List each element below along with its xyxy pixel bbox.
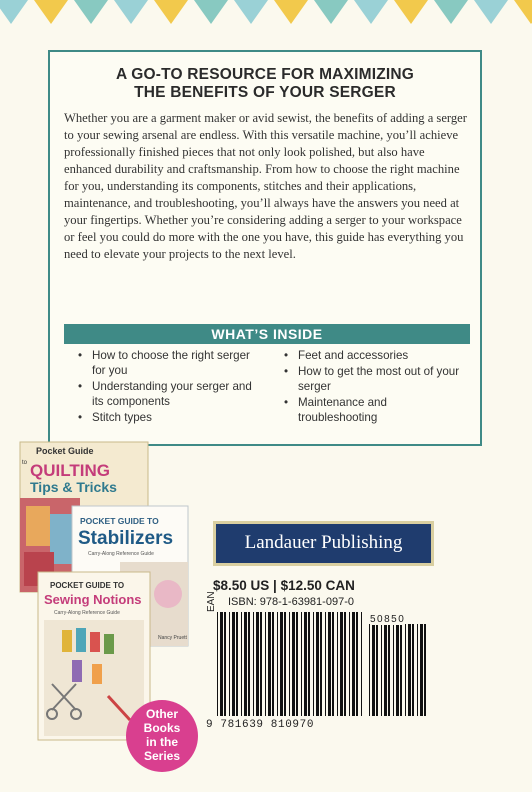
list-item: • Stitch types xyxy=(78,411,152,424)
bunting-flag xyxy=(154,0,188,24)
barcode-bar xyxy=(244,612,247,716)
svg-text:Nancy Pruett: Nancy Pruett xyxy=(158,635,187,641)
addon-digits: 50850 xyxy=(370,614,406,625)
barcode-bar xyxy=(316,612,319,716)
bunting-flag xyxy=(194,0,228,24)
barcode-bar xyxy=(340,612,343,716)
barcode-bar xyxy=(393,624,394,716)
barcode-bar xyxy=(292,612,295,716)
headline-line-1: A GO-TO RESOURCE FOR MAXIMIZING xyxy=(115,66,415,83)
isbn-label: ISBN: 978-1-63981-097-0 xyxy=(228,596,354,608)
barcode-bar xyxy=(284,612,286,716)
svg-text:Carry-Along Reference Guide: Carry-Along Reference Guide xyxy=(88,551,154,557)
svg-text:to: to xyxy=(22,460,28,466)
barcode-bar xyxy=(260,612,262,716)
svg-text:Other: Other xyxy=(145,707,179,721)
barcode-bar xyxy=(328,612,331,716)
inside-list-left xyxy=(72,348,262,426)
list-item: • Understanding your serger and its components xyxy=(78,380,252,408)
headline-line-2: THE BENEFITS OF YOUR SERGER xyxy=(134,84,396,101)
barcode-bar xyxy=(268,612,271,716)
bunting-flag xyxy=(474,0,508,24)
book-notions-title: Sewing Notions xyxy=(44,592,142,607)
barcode-bar xyxy=(308,612,310,716)
bunting-flag xyxy=(514,0,532,24)
barcode-bar xyxy=(224,612,226,716)
barcode-bar xyxy=(349,612,350,716)
bullet-icon: • xyxy=(78,411,83,424)
barcode-bar xyxy=(289,612,290,716)
barcode-bar xyxy=(229,612,230,716)
barcode xyxy=(216,612,364,716)
barcode-bar xyxy=(272,612,274,716)
bullet-icon: • xyxy=(78,380,83,393)
barcode-bar xyxy=(396,624,399,716)
panel-headline xyxy=(50,66,480,102)
bunting-flag xyxy=(234,0,268,24)
barcode-bar xyxy=(232,612,235,716)
inside-list-right xyxy=(278,348,468,426)
bunting-flag xyxy=(394,0,428,24)
barcode-bar xyxy=(304,612,307,716)
svg-text:POCKET GUIDE TO: POCKET GUIDE TO xyxy=(80,516,159,526)
list-item: • Feet and accessories xyxy=(284,349,409,362)
barcode-digits: 9 781639 810970 xyxy=(206,719,315,731)
barcode-bar xyxy=(408,624,411,716)
barcode-bar xyxy=(400,624,402,716)
book-quilting-subtitle: Tips & Tricks xyxy=(30,479,117,495)
barcode-bar xyxy=(325,612,326,716)
barcode-bar xyxy=(424,624,426,716)
bunting-flag xyxy=(114,0,148,24)
list-item: • Maintenance and troubleshooting xyxy=(284,396,387,424)
barcode-bar xyxy=(248,612,250,716)
barcode-bar xyxy=(241,612,242,716)
bunting-flag xyxy=(74,0,108,24)
barcode-bar xyxy=(301,612,302,716)
barcode-bar xyxy=(313,612,314,716)
barcode-bar xyxy=(356,612,358,716)
bunting-flag xyxy=(314,0,348,24)
barcode-bar xyxy=(361,612,362,716)
barcode-addon xyxy=(368,612,428,716)
svg-text:Carry-Along Reference Guide: Carry-Along Reference Guide xyxy=(54,610,120,616)
bunting-flag xyxy=(0,0,28,24)
bullet-icon: • xyxy=(284,349,289,362)
bunting-banner xyxy=(0,0,532,26)
barcode-bar xyxy=(265,612,266,716)
bunting-flag xyxy=(354,0,388,24)
barcode-bar xyxy=(320,612,322,716)
barcode-bar xyxy=(376,624,378,716)
bunting-flag xyxy=(34,0,68,24)
barcode-bar xyxy=(253,612,254,716)
barcode-bar xyxy=(280,612,283,716)
barcode-bar xyxy=(384,624,387,716)
barcode-bar xyxy=(381,624,382,716)
bullet-icon: • xyxy=(284,396,289,409)
svg-text:POCKET GUIDE TO: POCKET GUIDE TO xyxy=(50,581,125,590)
barcode-bar xyxy=(236,612,238,716)
price-label: $8.50 US | $12.50 CAN xyxy=(213,578,355,593)
barcode-bar xyxy=(277,612,278,716)
barcode-bar xyxy=(388,624,390,716)
barcode-bar xyxy=(256,612,259,716)
barcode-bar xyxy=(417,624,418,716)
book-quilting-title: QUILTING xyxy=(30,461,110,480)
series-books xyxy=(10,434,200,779)
publisher-logo: Landauer Publishing xyxy=(213,521,434,566)
bunting-flag xyxy=(274,0,308,24)
ean-label: EAN xyxy=(206,591,217,612)
barcode-bar xyxy=(352,612,355,716)
barcode-bar xyxy=(369,624,370,716)
barcode-bar xyxy=(217,612,218,716)
bullet-icon: • xyxy=(78,349,83,362)
book-stabilizers-title: Stabilizers xyxy=(78,528,174,549)
barcode-bar xyxy=(337,612,338,716)
list-item: • How to choose the right serger for you xyxy=(78,349,250,377)
barcode-bar xyxy=(220,612,223,716)
book-quilting-pre: Pocket Guide xyxy=(36,446,94,456)
other-books-badge xyxy=(126,700,198,772)
barcode-bar xyxy=(332,612,334,716)
barcode-bar xyxy=(344,612,346,716)
barcode-bar xyxy=(420,624,423,716)
barcode-bar xyxy=(372,624,375,716)
bunting-flag xyxy=(434,0,468,24)
description-panel xyxy=(48,50,482,446)
bullet-icon: • xyxy=(284,365,289,378)
description-text: Whether you are a garment maker or avid sewist, the benefits of adding a serger to your sewing arsenal are endless. With this versatile machine, you’ll achieve professionally finished pieces that not only look polished, but also have enhanced durability and craftsmanship. From how to choose the right machine for you, understanding its components, stitches and their applications, maintenance, and troubleshooting, you’ll always have the answers you need at your fingertips. Whether you’re considering adding a serger to your workspace or feel you could do more with the one you have, this guide has everything you need to elevate your projects to the next level. xyxy=(64,111,467,261)
whats-inside-heading: WHAT’S INSIDE xyxy=(64,324,470,344)
svg-text:in the: in the xyxy=(146,735,178,749)
barcode-bar xyxy=(296,612,298,716)
list-item: • How to get the most out of your serger xyxy=(284,365,460,393)
svg-text:Books: Books xyxy=(143,721,181,735)
svg-text:Series: Series xyxy=(143,749,181,763)
barcode-bar xyxy=(405,624,406,716)
barcode-bar xyxy=(412,624,414,716)
